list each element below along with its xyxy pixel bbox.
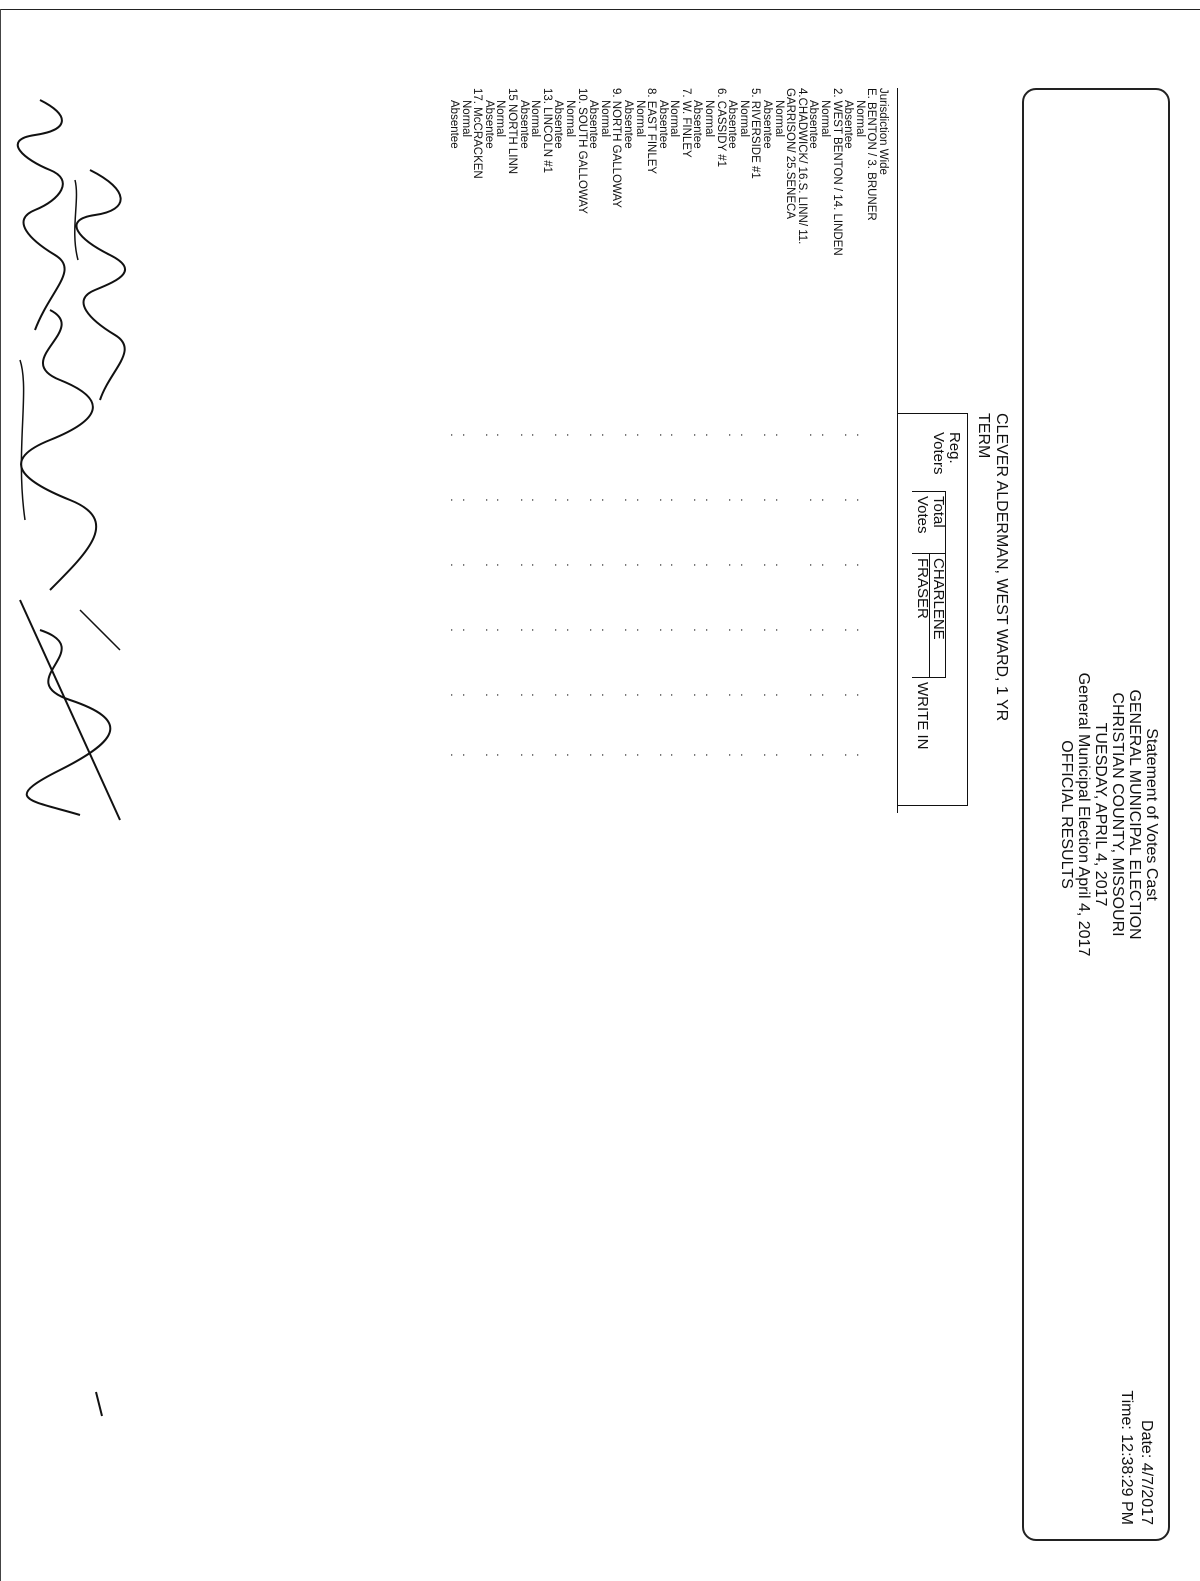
col-header-candidate [914, 558, 946, 640]
cell-value: . [807, 563, 820, 567]
cell-value: . [494, 628, 507, 632]
cell-value: . [621, 693, 634, 697]
cell-value: . [529, 563, 542, 567]
signature-3 [0, 300, 110, 600]
col-header-text: Voters [930, 432, 947, 475]
col-divider [912, 677, 946, 678]
cell-value: . [842, 498, 855, 502]
header-line: TUESDAY, APRIL 4, 2017 [1092, 722, 1109, 907]
stray-mark [90, 1390, 110, 1420]
cell-value: . [691, 693, 704, 697]
cell-value: . [633, 693, 646, 697]
cell-value: . [819, 628, 832, 632]
cell-value: . [517, 563, 530, 567]
row-label: Normal [819, 100, 832, 138]
cell-value: . [853, 563, 866, 567]
cell-value: . [552, 628, 565, 632]
cell-value: . [668, 693, 681, 697]
cell-value: . [656, 753, 669, 757]
cell-value: . [621, 563, 634, 567]
cell-value: . [621, 753, 634, 757]
cell-value: . [587, 753, 600, 757]
table-top-rule [967, 413, 968, 805]
cell-value: . [459, 693, 472, 697]
cell-value: . [448, 563, 461, 567]
col-header-text: CHARLENE [930, 558, 947, 640]
cell-value: . [494, 498, 507, 502]
cell-value: . [853, 693, 866, 697]
cell-value: . [552, 563, 565, 567]
cell-value: . [656, 433, 669, 437]
cell-value: . [587, 433, 600, 437]
cell-value: . [703, 433, 716, 437]
cell-value: . [772, 753, 785, 757]
header-line: GENERAL MUNICIPAL ELECTION [1126, 689, 1143, 940]
cell-value: . [517, 753, 530, 757]
cell-value: . [482, 433, 495, 437]
header-line: General Municipal Election April 4, 2017 [1075, 672, 1092, 957]
cell-value: . [563, 433, 576, 437]
row-label: Normal [772, 100, 785, 138]
col-header-text: Total [930, 496, 947, 528]
cell-value: . [448, 433, 461, 437]
row-label: 2. WEST BENTON / 14. LINDEN [830, 88, 843, 256]
cell-value: . [598, 628, 611, 632]
cell-value: . [587, 563, 600, 567]
row-label: 4.CHADWICK/ 16.S. LINN/ 11. [795, 88, 808, 245]
cell-value: . [587, 628, 600, 632]
row-label: Normal [598, 100, 611, 138]
row-label: Normal [563, 100, 576, 138]
signature-4 [0, 590, 140, 830]
cell-value: . [598, 753, 611, 757]
cell-value: . [668, 563, 681, 567]
row-label: Normal [633, 100, 646, 138]
cell-value: . [563, 753, 576, 757]
cell-value: . [529, 498, 542, 502]
cell-value: . [842, 628, 855, 632]
cell-value: . [772, 693, 785, 697]
cell-value: . [529, 433, 542, 437]
cell-value: . [726, 628, 739, 632]
row-label: 7. W. FINLEY [679, 88, 692, 158]
cell-value: . [587, 693, 600, 697]
cell-value: . [819, 753, 832, 757]
cell-value: . [668, 433, 681, 437]
cell-value: . [448, 628, 461, 632]
row-label: E. BENTON / 3. BRUNER [865, 88, 878, 221]
cell-value: . [494, 753, 507, 757]
row-label: 15 NORTH LINN [506, 88, 518, 175]
row-label: 6. CASSIDY #1 [714, 88, 727, 168]
row-label: Jurisdiction Wide [877, 88, 889, 175]
cell-value: . [633, 433, 646, 437]
cell-value: . [459, 628, 472, 632]
cell-value: . [703, 628, 716, 632]
cell-value: . [598, 693, 611, 697]
cell-value: . [807, 498, 820, 502]
cell-value: . [668, 498, 681, 502]
col-header-rule [945, 491, 946, 677]
cell-value: . [668, 628, 681, 632]
report-time: Time: 12:38:29 PM [1118, 1390, 1135, 1525]
row-label: Absentee [587, 100, 600, 149]
cell-value: . [494, 693, 507, 697]
report-date: Date: 4/7/2017 [1138, 1420, 1155, 1525]
header-line: OFFICIAL RESULTS [1058, 740, 1075, 889]
cell-value: . [691, 628, 704, 632]
cell-value: . [448, 693, 461, 697]
table-left-rule [898, 413, 968, 414]
cell-value: . [819, 433, 832, 437]
cell-value: . [842, 563, 855, 567]
cell-value: . [517, 693, 530, 697]
cell-value: . [459, 498, 472, 502]
cell-value: . [587, 498, 600, 502]
cell-value: . [529, 628, 542, 632]
row-label: Absentee [448, 100, 461, 149]
row-label: Normal [494, 100, 507, 138]
cell-value: . [482, 693, 495, 697]
cell-value: . [772, 628, 785, 632]
cell-value: . [772, 433, 785, 437]
contest-title-line: TERM [975, 413, 992, 459]
cell-value: . [633, 628, 646, 632]
cell-value: . [737, 433, 750, 437]
cell-value: . [853, 498, 866, 502]
cell-value: . [761, 753, 774, 757]
report-header-lines [1058, 90, 1160, 1539]
cell-value: . [819, 563, 832, 567]
cell-value: . [726, 693, 739, 697]
cell-value: . [598, 563, 611, 567]
contest-title [974, 413, 1010, 721]
cell-value: . [842, 433, 855, 437]
cell-value: . [737, 498, 750, 502]
cell-value: . [772, 498, 785, 502]
cell-value: . [552, 433, 565, 437]
col-header-total-votes [914, 496, 946, 534]
col-header-write-in [914, 682, 930, 750]
cell-value: . [494, 563, 507, 567]
cell-value: . [656, 693, 669, 697]
cell-value: . [517, 628, 530, 632]
report-date-block [1116, 1390, 1156, 1525]
cell-value: . [726, 753, 739, 757]
row-label: Absentee [726, 100, 739, 149]
row-label: 10. SOUTH GALLOWAY [575, 88, 588, 214]
row-label: Normal [529, 100, 542, 138]
cell-value: . [621, 498, 634, 502]
col-header-text: FRASER [914, 558, 931, 619]
cell-value: . [726, 563, 739, 567]
row-label: Absentee [842, 100, 855, 149]
cell-value: . [529, 753, 542, 757]
cell-value: . [772, 563, 785, 567]
col-header-text: Reg. [946, 432, 963, 464]
cell-value: . [761, 628, 774, 632]
cell-value: . [633, 563, 646, 567]
row-label: Normal [459, 100, 472, 138]
cell-value: . [448, 753, 461, 757]
header-line: Statement of Votes Cast [1143, 728, 1160, 901]
cell-value: . [633, 753, 646, 757]
row-label: 17. McCRACKEN [471, 88, 484, 179]
cell-value: . [761, 563, 774, 567]
cell-value: . [691, 433, 704, 437]
row-label: Absentee [552, 100, 565, 149]
table-right-rule [898, 805, 968, 806]
col-divider [912, 491, 946, 492]
cell-value: . [853, 753, 866, 757]
row-label: Absentee [807, 100, 820, 149]
cell-value: . [494, 433, 507, 437]
cell-value: . [703, 498, 716, 502]
col-header-rule [929, 553, 930, 677]
row-label: Absentee [482, 100, 495, 149]
row-label: Absentee [656, 100, 669, 149]
row-label: Normal [668, 100, 681, 138]
cell-value: . [726, 498, 739, 502]
row-label: 8. EAST FINLEY [645, 88, 658, 175]
cell-value: . [761, 433, 774, 437]
cell-value: . [691, 563, 704, 567]
cell-value: . [563, 498, 576, 502]
cell-value: . [552, 498, 565, 502]
cell-value: . [761, 693, 774, 697]
cell-value: . [761, 498, 774, 502]
cell-value: . [598, 498, 611, 502]
cell-value: . [842, 753, 855, 757]
cell-value: . [703, 563, 716, 567]
row-label: 5. RIVERSIDE #1 [749, 88, 762, 179]
cell-value: . [517, 433, 530, 437]
header-line: CHRISTIAN COUNTY, MISSOURI [1109, 692, 1126, 937]
cell-value: . [819, 693, 832, 697]
row-label: Normal [703, 100, 716, 138]
col-header-reg-voters [930, 432, 962, 475]
cell-value: . [726, 433, 739, 437]
cell-value: . [482, 563, 495, 567]
cell-value: . [737, 563, 750, 567]
cell-value: . [807, 693, 820, 697]
cell-value: . [482, 628, 495, 632]
cell-value: . [656, 498, 669, 502]
cell-value: . [737, 628, 750, 632]
contest-title-line: CLEVER ALDERMAN, WEST WARD, 1 YR [993, 413, 1010, 722]
row-label: Absentee [517, 100, 530, 149]
cell-value: . [633, 498, 646, 502]
row-label: 13. LINCOLN #1 [540, 88, 553, 174]
cell-value: . [482, 753, 495, 757]
cell-value: . [598, 433, 611, 437]
row-label: GARRISON/ 25.SENECA [784, 88, 797, 220]
cell-value: . [459, 753, 472, 757]
cell-value: . [529, 693, 542, 697]
cell-value: . [621, 628, 634, 632]
cell-value: . [482, 498, 495, 502]
row-label-rule [897, 88, 898, 813]
cell-value: . [691, 753, 704, 757]
cell-value: . [691, 498, 704, 502]
col-header-text: WRITE IN [914, 682, 931, 750]
cell-value: . [807, 628, 820, 632]
cell-value: . [563, 628, 576, 632]
cell-value: . [517, 498, 530, 502]
cell-value: . [737, 693, 750, 697]
cell-value: . [656, 563, 669, 567]
cell-value: . [807, 433, 820, 437]
col-header-text: Votes [914, 496, 931, 534]
cell-value: . [703, 693, 716, 697]
cell-value: . [842, 693, 855, 697]
row-label: Absentee [761, 100, 774, 149]
cell-value: . [563, 693, 576, 697]
row-label: 9. NORTH GALLOWAY [610, 88, 623, 208]
cell-value: . [737, 753, 750, 757]
cell-value: . [448, 498, 461, 502]
row-label: Normal [737, 100, 750, 138]
cell-value: . [853, 628, 866, 632]
cell-value: . [459, 563, 472, 567]
row-label: Absentee [691, 100, 704, 149]
cell-value: . [552, 693, 565, 697]
cell-value: . [853, 433, 866, 437]
cell-value: . [819, 498, 832, 502]
cell-value: . [621, 433, 634, 437]
cell-value: . [552, 753, 565, 757]
row-label: Normal [853, 100, 866, 138]
cell-value: . [459, 433, 472, 437]
cell-value: . [703, 753, 716, 757]
cell-value: . [807, 753, 820, 757]
cell-value: . [668, 753, 681, 757]
report-header-box [1022, 88, 1170, 1541]
row-label: Absentee [621, 100, 634, 149]
cell-value: . [563, 563, 576, 567]
cell-value: . [656, 628, 669, 632]
